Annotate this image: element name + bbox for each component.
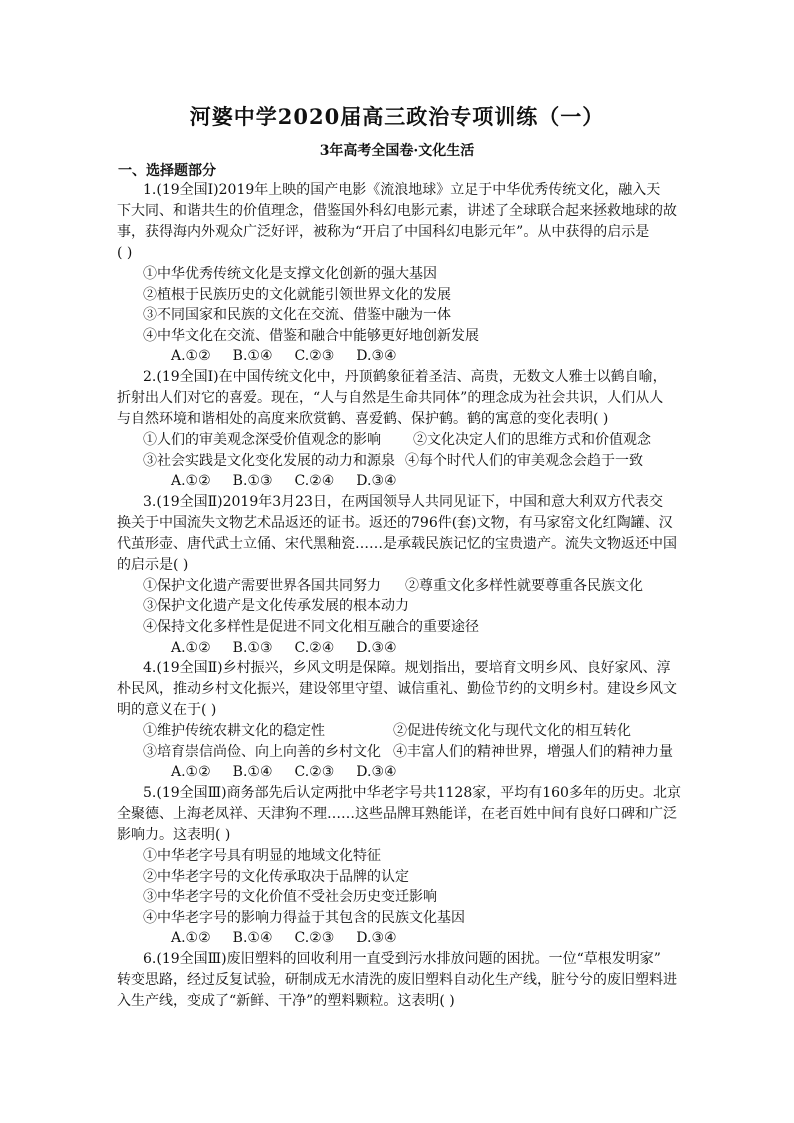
question-text-line: 明的意义在于( ) (117, 702, 217, 719)
question-text-line: 的启示是( ) (117, 556, 189, 573)
document-title: 河婆中学2020届高三政治专项训练（一） (189, 104, 605, 129)
option-line: ②促进传统文化与现代文化的相互转化 (393, 723, 631, 740)
question-2 (117, 367, 682, 492)
answer-choice: D.③④ (356, 930, 397, 947)
option-pair (117, 742, 682, 763)
question-text-line: 5.(19全国Ⅲ)商务部先后认定两批中华老字号共1128家，平均有160多年的历史。北京 (143, 784, 681, 801)
option-line: ②植根于民族历史的文化就能引领世界文化的发展 (143, 286, 451, 303)
option-line: ③培育崇信尚俭、向上向善的乡村文化 (143, 743, 381, 760)
answer-choice: B.①④ (232, 348, 273, 365)
answer-choice: C.②③ (294, 764, 335, 781)
answer-choice: A.①② (171, 764, 211, 781)
answer-choices (117, 471, 682, 492)
document-subtitle: 3年高考全国卷·文化生活 (319, 143, 475, 159)
question-text-line: 转变思路，经过反复试验，研制成无水清洗的废旧塑料自动化生产线，脏兮兮的废旧塑料进 (117, 971, 677, 988)
option-line: ④丰富人们的精神世界，增强人们的精神力量 (393, 743, 673, 760)
option-line: ④保持文化多样性是促进不同文化相互融合的重要途径 (143, 618, 479, 635)
answer-choices (117, 762, 682, 783)
option-line: ③保护文化遗产是文化传承发展的根本动力 (143, 598, 409, 615)
option-line: ④中华老字号的影响力得益于其包含的民族文化基因 (143, 909, 465, 926)
answer-choice: D.③④ (356, 639, 397, 656)
answer-choice: B.①④ (232, 764, 273, 781)
option-line: ①中华老字号具有明显的地域文化特征 (143, 847, 381, 864)
option-pair (117, 430, 682, 451)
answer-choice: B.①④ (232, 930, 273, 947)
answer-choice: A.①② (171, 930, 211, 947)
option-line: ④每个时代人们的审美观念会趋于一致 (405, 452, 643, 469)
answer-choice: A.①② (171, 348, 211, 365)
question-text-line: ( ) (117, 245, 133, 261)
answer-choice: A.①② (171, 639, 211, 656)
question-text-line: 代茧形壶、唐代武士立俑、宋代黑釉瓷……是承载民族记忆的宝贵遗产。流失文物返还中国 (117, 535, 677, 552)
option-pair (117, 721, 682, 742)
option-line: ①中华优秀传统文化是支撑文化创新的强大基因 (143, 266, 437, 282)
question-6 (117, 949, 682, 1012)
question-text-line: 6.(19全国Ⅲ)废旧塑料的回收利用一直受到污水排放问题的困扰。一位“草根发明家” (143, 950, 661, 967)
question-text-line: 下大同、和谐共生的价值理念，借鉴国外科幻电影元素，讲述了全球联合起来拯救地球的故 (117, 203, 677, 219)
question-text-line: 换关于中国流失文物艺术品返还的证书。返还的796件(套)文物，有马家窑文化红陶罐、汉 (117, 514, 673, 531)
question-3 (117, 492, 682, 658)
question-text-line: 事，获得海内外观众广泛好评，被称为“开启了中国科幻电影元年”。从中获得的启示是 (117, 224, 650, 240)
option-line: ③社会实践是文化变化发展的动力和源泉 (143, 452, 395, 469)
answer-choice: D.③④ (356, 348, 397, 365)
option-pair (117, 576, 682, 597)
option-pair (117, 451, 682, 472)
section-heading: 一、选择题部分 (118, 163, 216, 179)
question-text-line: 2.(19全国Ⅰ)在中国传统文化中，丹顶鹤象征着圣洁、高贵，无数文人雅士以鹤自喻， (143, 368, 667, 385)
answer-choices (117, 638, 682, 659)
answer-choice: C.②③ (294, 348, 335, 365)
question-text-line: 3.(19全国Ⅱ)2019年3月23日，在两国领导人共同见证下，中国和意大利双方代表交 (143, 493, 663, 510)
answer-choice: A.①② (171, 473, 211, 490)
option-line: ②文化决定人们的思维方式和价值观念 (413, 431, 651, 448)
option-line: ③不同国家和民族的文化在交流、借鉴中融为一体 (143, 307, 451, 324)
option-line: ①维护传统农耕文化的稳定性 (143, 723, 325, 740)
question-text-line: 朴民风，推动乡村文化振兴，建设邻里守望、诚信重礼、勤俭节约的文明乡村。建设乡风文 (117, 681, 677, 698)
question-text-line: 全聚德、上海老凤祥、天津狗不理……这些品牌耳熟能详，在老百姓中间有良好口碑和广泛 (117, 805, 677, 822)
option-line: ①保护文化遗产需要世界各国共同努力 (143, 577, 381, 594)
answer-choice: C.②④ (294, 473, 335, 490)
question-text-line: 折射出人们对它的喜爱。现在，“人与自然是生命共同体”的理念成为社会共识，人们从人 (117, 389, 664, 406)
answer-choice: B.①③ (232, 473, 273, 490)
option-line: ②尊重文化多样性就要尊重各民族文化 (405, 577, 643, 594)
option-line: ②中华老字号的文化传承取决于品牌的认定 (143, 868, 409, 885)
question-text-line: 入生产线，变成了“新鲜、干净”的塑料颗粒。这表明( ) (117, 992, 455, 1009)
answer-choices (117, 928, 682, 949)
question-4 (117, 658, 682, 783)
answer-choices (117, 346, 682, 367)
option-line: ③中华老字号的文化价值不受社会历史变迁影响 (143, 889, 437, 906)
answer-choice: D.③④ (356, 764, 397, 781)
answer-choice: D.③④ (356, 473, 397, 490)
answer-choice: C.②③ (294, 930, 335, 947)
question-text-line: 影响力。这表明( ) (117, 826, 231, 843)
option-line: ①人们的审美观念深受价值观念的影响 (143, 431, 381, 448)
option-line: ④中华文化在交流、借鉴和融合中能够更好地创新发展 (143, 327, 479, 344)
question-text-line: 4.(19全国Ⅱ)乡村振兴，乡风文明是保障。规划指出，要培育文明乡风、良好家风、淳 (143, 660, 671, 677)
question-1 (117, 180, 682, 367)
question-5 (117, 783, 682, 949)
answer-choice: B.①③ (232, 639, 273, 656)
answer-choice: C.②④ (294, 639, 335, 656)
question-text-line: 与自然环境和谐相处的高度来欣赏鹤、喜爱鹤、保护鹤。鹤的寓意的变化表明( ) (117, 410, 609, 427)
question-list (117, 180, 682, 1012)
question-text-line: 1.(19全国Ⅰ)2019年上映的国产电影《流浪地球》立足于中华优秀传统文化，融入天 (143, 182, 661, 198)
